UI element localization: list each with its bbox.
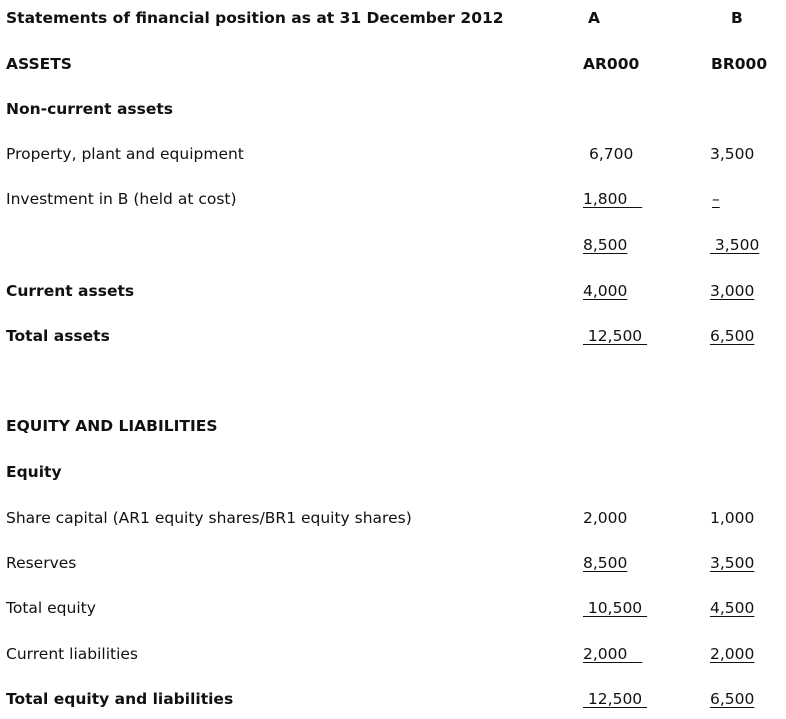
total-assets-b: 6,500 [710, 327, 755, 345]
current-assets-b: 3,000 [710, 282, 755, 300]
non-current-subtotal-b: 3,500 [710, 236, 760, 254]
reserves-b: 3,500 [710, 554, 755, 572]
current-liabilities-row [0, 642, 786, 666]
equity-liabilities-heading: EQUITY AND LIABILITIES [6, 417, 218, 435]
current-assets-row [0, 279, 786, 303]
total-equity-liabilities-row [0, 687, 786, 711]
ppe-row [0, 142, 786, 166]
non-current-assets-heading: Non-current assets [6, 100, 174, 118]
reserves-row [0, 551, 786, 575]
share-capital-label: Share capital (AR1 equity shares/BR1 equity shares) [6, 509, 412, 527]
unit-b: BR000 [711, 55, 768, 73]
total-assets-row [0, 324, 786, 348]
ppe-b: 3,500 [710, 145, 755, 163]
total-equity-label: Total equity [6, 599, 96, 617]
statement-title: Statements of financial position as at 31 December 2012 [6, 9, 504, 27]
assets-heading: ASSETS [6, 55, 72, 73]
reserves-label: Reserves [6, 554, 77, 572]
investment-label: Investment in B (held at cost) [6, 190, 237, 208]
ppe-a: 6,700 [589, 145, 634, 163]
equity-liabilities-heading-row [0, 414, 786, 438]
current-liabilities-b: 2,000 [710, 645, 755, 663]
investment-a: 1,800 [583, 190, 643, 208]
total-equity-row [0, 596, 786, 620]
non-current-subtotal-a: 8,500 [583, 236, 628, 254]
share-capital-b: 1,000 [710, 509, 755, 527]
current-assets-a: 4,000 [583, 282, 628, 300]
investment-row [0, 187, 786, 211]
current-assets-label: Current assets [6, 282, 135, 300]
total-equity-a: 10,500 [583, 599, 648, 617]
total-equity-liabilities-label: Total equity and liabilities [6, 690, 234, 708]
total-equity-b: 4,500 [710, 599, 755, 617]
share-capital-a: 2,000 [583, 509, 628, 527]
share-capital-row [0, 506, 786, 530]
total-equity-liabilities-a: 12,500 [583, 690, 648, 708]
investment-b: – [712, 190, 720, 208]
reserves-a: 8,500 [583, 554, 628, 572]
non-current-subtotal-row [0, 233, 786, 257]
total-equity-liabilities-b: 6,500 [710, 690, 755, 708]
equity-heading: Equity [6, 463, 62, 481]
non-current-assets-row [0, 97, 786, 121]
column-header-a: A [588, 9, 600, 27]
equity-heading-row [0, 460, 786, 484]
ppe-label: Property, plant and equipment [6, 145, 244, 163]
unit-a: AR000 [583, 55, 640, 73]
current-liabilities-a: 2,000 [583, 645, 643, 663]
current-liabilities-label: Current liabilities [6, 645, 139, 663]
assets-heading-row [0, 52, 786, 76]
total-assets-a: 12,500 [583, 327, 648, 345]
total-assets-label: Total assets [6, 327, 110, 345]
title-row [0, 6, 786, 30]
column-header-b: B [731, 9, 743, 27]
